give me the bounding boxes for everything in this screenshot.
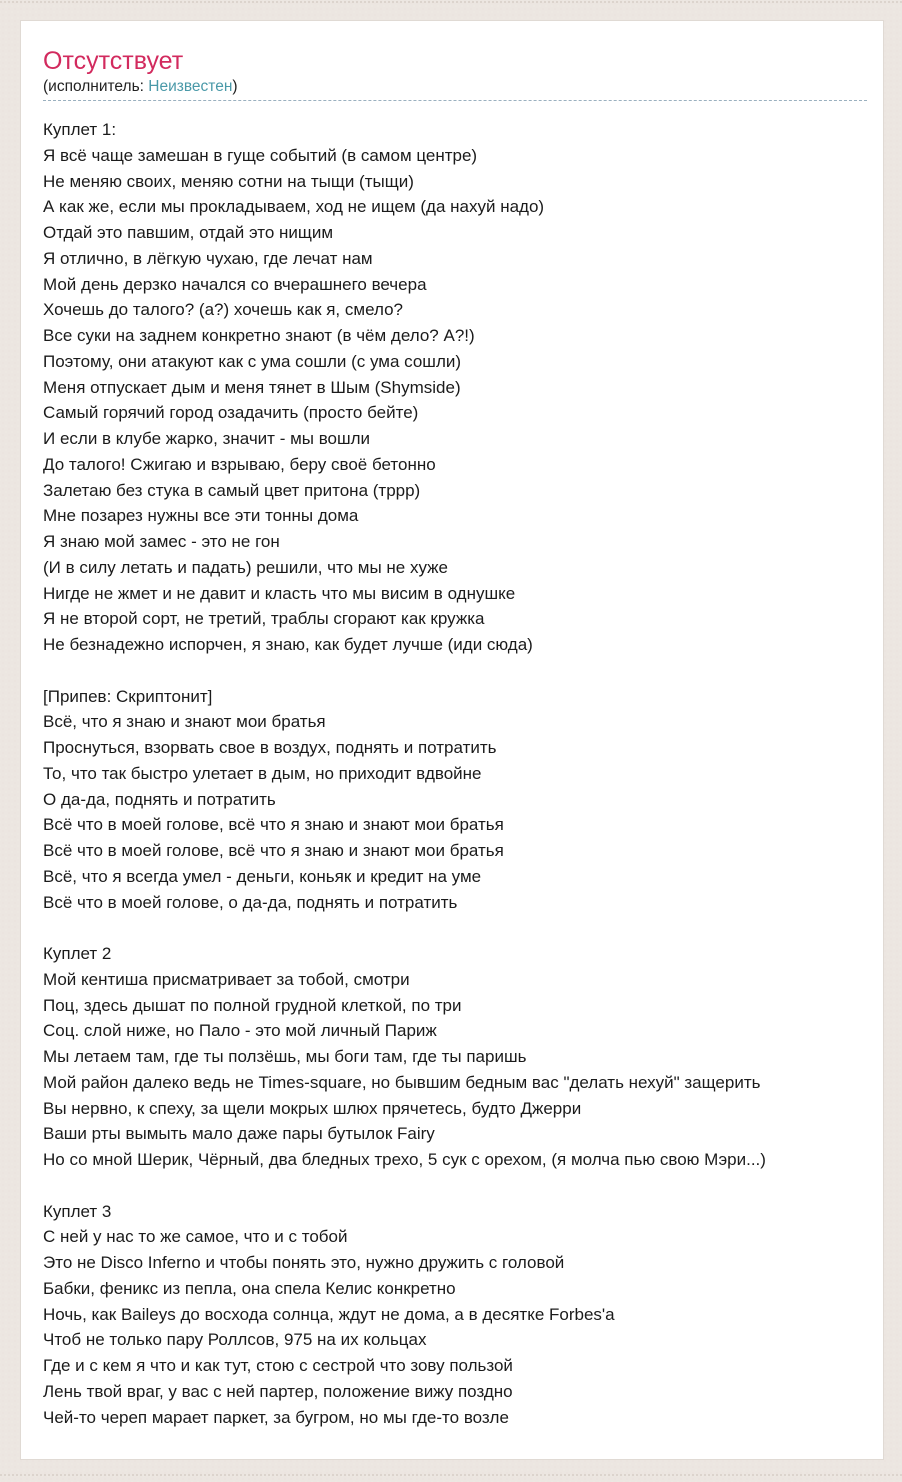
lyrics-line: С ней у нас то же самое, что и с тобой [43,1227,348,1247]
lyrics-card [20,20,884,1460]
lyrics [43,117,883,1430]
lyrics-line: О да-да, поднять и потратить [43,789,276,809]
lyrics-line: Чей-то череп марает паркет, за бугром, но мы где-то возле [43,1407,509,1427]
lyrics-line: Всё что в моей голове, о да-да, поднять и потратить [43,892,458,912]
lyrics-section-heading: Куплет 1: [43,120,117,139]
lyrics-line: Мне позарез нужны все эти тонны дома [43,506,359,526]
lyrics-line: (И в силу летать и падать) решили, что мы не хуже [43,557,449,577]
lyrics-line: Не меняю своих, меняю сотни на тыщи (тыщи) [43,171,414,191]
lyrics-line: Мой кентиша присматривает за тобой, смотри [43,969,410,989]
lyrics-line: Где и с кем я что и как тут, стою с сестрой что зову пользой [43,1356,513,1375]
lyrics-line: Всё, что я всегда умел - деньги, коньяк и кредит на уме [43,866,482,886]
lyrics-line: Хочешь до талого? (а?) хочешь как я, смело? [43,300,403,320]
lyrics-section-heading: Куплет 2 [43,944,112,963]
lyrics-line: И если в клубе жарко, значит - мы вошли [43,429,371,448]
lyrics-line: Я отлично, в лёгкую чухаю, где лечат нам [43,248,373,268]
lyrics-line: Ваши рты вымыть мало даже пары бутылок Fairy [43,1124,435,1144]
lyrics-line: Всё что в моей голове, всё что я знаю и знают мои братья [43,815,504,835]
lyrics-line: Отдай это павшим, отдай это нищим [43,223,334,242]
lyrics-line: Мой день дерзко начался со вчерашнего вечера [43,274,427,294]
lyrics-line: Мой район далеко ведь не Times-square, но бывшим бедным вас "делать нехуй" защерить [43,1072,761,1092]
lyrics-line: Всё, что я знаю и знают мои братья [43,712,326,732]
song-title: Отсутствует [43,47,184,75]
lyrics-line: Самый горячий город озадачить (просто бейте) [43,403,419,423]
lyrics-line: Залетаю без стука в самый цвет притона (тррр) [43,480,421,500]
page-texture-bottom-dots [0,1474,902,1476]
lyrics-line: Все суки на заднем конкретно знают (в чём дело? А?!) [43,326,475,345]
lyrics-line: Меня отпускает дым и меня тянет в Шым (Shymside) [43,377,461,397]
artist-link[interactable]: Неизвестен [148,78,233,95]
lyrics-line: Я всё чаще замешан в гуще событий (в самом центре) [43,145,478,165]
lyrics-line: Это не Disco Inferno и чтобы понять это, нужно дружить с головой [43,1253,565,1272]
lyrics-line: Вы нервно, к спеху, за щели мокрых шлюх прячетесь, будто Джерри [43,1098,582,1118]
lyrics-line: Всё что в моей голове, всё что я знаю и знают мои братья [43,841,504,860]
lyrics-line: До талого! Сжигаю и взрываю, беру своё бетонно [43,454,436,474]
lyrics-line: А как же, если мы прокладываем, ход не ищем (да нахуй надо) [43,197,545,217]
lyrics-line: Бабки, феникс из пепла, она спела Келис конкретно [43,1278,456,1298]
lyrics-block [43,1199,883,1431]
lyrics-line: То, что так быстро улетает в дым, но приходит вдвойне [43,763,482,783]
lyrics-line: Мы летаем там, где ты ползёшь, мы боги там, где ты паришь [43,1047,527,1066]
lyrics-line: Чтоб не только пару Роллсов, 975 на их кольцах [43,1330,427,1350]
lyrics-block [43,117,883,658]
artist-line [43,78,867,101]
lyrics-line: Лень твой враг, у вас с ней партер, положение вижу поздно [43,1381,513,1401]
lyrics-line: Ночь, как Baileys до восхода солнца, ждут не дома, а в десятке Forbes'а [43,1304,615,1324]
lyrics-line: Проснуться, взорвать свое в воздух, поднять и потратить [43,738,497,757]
lyrics-line: Я знаю мой замес - это не гон [43,532,280,551]
lyrics-line: Поц, здесь дышат по полной грудной клеткой, по три [43,995,462,1015]
lyrics-line: Нигде не жмет и не давит и класть что мы висим в однушке [43,583,516,603]
lyrics-section-heading: [Припев: Скриптонит] [43,686,213,706]
page-texture-top-dots [0,1,902,3]
lyrics-line: Поэтому, они атакуют как с ума сошли (с ума сошли) [43,351,462,371]
lyrics-block [43,684,883,916]
lyrics-section-heading: Куплет 3 [43,1201,112,1221]
lyrics-block [43,941,883,1173]
artist-label-prefix: (исполнитель: [43,78,149,95]
artist-label-suffix: ) [232,78,238,95]
lyrics-line: Не безнадежно испорчен, я знаю, как будет лучше (иди сюда) [43,635,533,654]
lyrics-line: Я не второй сорт, не третий, траблы сгорают как кружка [43,609,485,629]
lyrics-line: Но со мной Шерик, Чёрный, два бледных трехо, 5 сук с орехом, (я молча пью свою Мэри...) [43,1150,766,1169]
lyrics-line: Соц. слой ниже, но Пало - это мой личный Париж [43,1021,437,1041]
